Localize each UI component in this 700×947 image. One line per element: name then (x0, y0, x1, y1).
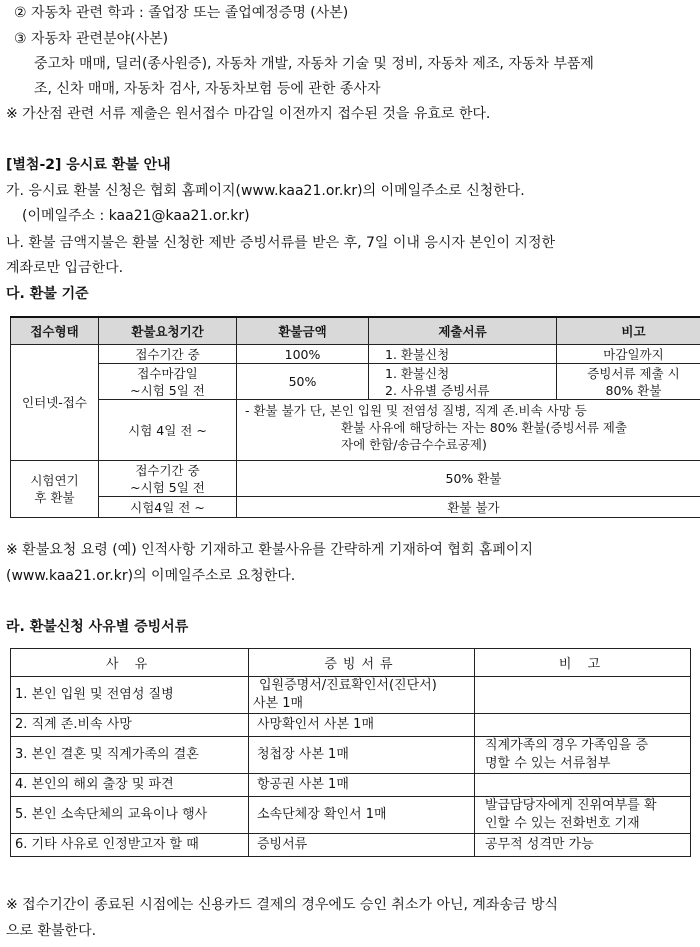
reason-cell: 6. 기타 사유로 인정받고자 할 때 (11, 834, 249, 857)
email-line: (이메일주소 : kaa21@kaa21.or.kr) (22, 208, 250, 224)
table-row (11, 364, 700, 400)
table-row (11, 774, 691, 797)
header-cell: 제출서류 (369, 317, 557, 345)
document-cell: 입원증명서/진료확인서(진단서) 사본 1매 (249, 677, 475, 714)
document-cell: 항공권 사본 1매 (249, 774, 475, 797)
table-row (11, 714, 691, 737)
table-row (11, 677, 691, 714)
note-cell: 증빙서류 제출 시 80% 환불 (557, 364, 700, 400)
remark-cell: 직계가족의 경우 가족임을 증 명할 수 있는 서류첨부 (475, 737, 691, 774)
header-cell: 증빙서류 (249, 649, 475, 677)
amount-cell: 환불 불가 (237, 497, 700, 518)
table-row (11, 345, 700, 364)
text-line: ② 자동차 관련 학과 : 졸업장 또는 졸업예정증명 (사본) (14, 5, 349, 21)
reason-cell: 3. 본인 결혼 및 직계가족의 결혼 (11, 737, 249, 774)
text-line: 조, 신차 매매, 자동차 검사, 자동차보험 등에 관한 종사자 (34, 81, 381, 97)
text-line: 중고차 매매, 딜러(종사원증), 자동차 개발, 자동차 기술 및 정비, 자동차 제조, 자동차 부품제 (34, 56, 594, 72)
document-cell: 증빙서류 (249, 834, 475, 857)
subsection-title: 다. 환불 기준 (6, 286, 89, 302)
table-row (11, 737, 691, 774)
text-line: ※ 가산점 관련 서류 제출은 원서접수 마감일 이전까지 접수된 것을 유효로 한다. (6, 106, 491, 122)
remark-cell (475, 714, 691, 737)
table-row (11, 834, 691, 857)
text-line: 가. 응시료 환불 신청은 협회 홈페이지(www.kaa21.or.kr)의 이메일주소로 신청한다. (6, 183, 525, 199)
period-cell: 접수마감일 ~시험 5일 전 (99, 364, 237, 400)
table-row (11, 497, 700, 518)
header-cell: 접수형태 (11, 317, 99, 345)
section-title: [별첨-2] 응시료 환불 안내 (6, 157, 171, 173)
text-line: 계좌로만 입금한다. (6, 260, 124, 276)
period-cell: 시험 4일 전 ~ (99, 400, 237, 461)
reason-cell: 5. 본인 소속단체의 교육이나 행사 (11, 797, 249, 834)
amount-cell: 50% (237, 364, 369, 400)
table-header-row (11, 649, 691, 677)
header-cell: 비고 (557, 317, 700, 345)
header-cell: 환불요청기간 (99, 317, 237, 345)
header-cell: 사 유 (11, 649, 249, 677)
text-line: (www.kaa21.or.kr)의 이메일주소로 요청한다. (6, 568, 296, 584)
document-cell: 청첩장 사본 1매 (249, 737, 475, 774)
postpone-label: 시험연기 후 환불 (11, 461, 99, 518)
text-line: ※ 접수기간이 종료된 시점에는 신용카드 결제의 경우에도 승인 취소가 아닌, 계좌송금 방식 (6, 897, 558, 913)
text-line: ※ 환불요청 요령 (예) 인적사항 기재하고 환불사유를 간략하게 기재하여 협회 홈페이지 (6, 542, 533, 558)
amount-cell: 100% (237, 345, 369, 364)
table-header-row (11, 317, 700, 345)
remark-cell: 공무적 성격만 가능 (475, 834, 691, 857)
period-cell: 시험4일 전 ~ (99, 497, 237, 518)
header-cell: 환불금액 (237, 317, 369, 345)
note-cell: 마감일까지 (557, 345, 700, 364)
remark-cell (475, 774, 691, 797)
reason-cell: 4. 본인의 해외 출장 및 파견 (11, 774, 249, 797)
header-cell: 비 고 (475, 649, 691, 677)
table-row (11, 461, 700, 497)
docs-cell: 1. 환불신청 2. 사유별 증빙서류 (369, 364, 557, 400)
text-line: 나. 환불 금액지불은 환불 신청한 제반 증빙서류를 받은 후, 7일 이내 응시자 본인이 지정한 (6, 235, 555, 251)
document-cell: 사망확인서 사본 1매 (249, 714, 475, 737)
evidence-documents-table (10, 648, 691, 857)
remark-cell: 발급담당자에게 진위여부를 확 인할 수 있는 전화번호 기재 (475, 797, 691, 834)
table-row (11, 400, 700, 461)
period-cell: 접수기간 중 ~시험 5일 전 (99, 461, 237, 497)
internet-label: 인터넷-접수 (11, 345, 99, 461)
reason-cell: 1. 본인 입원 및 전염성 질병 (11, 677, 249, 714)
reason-cell: 2. 직계 존.비속 사망 (11, 714, 249, 737)
amount-cell: 50% 환불 (237, 461, 700, 497)
refund-condition-cell: - 환불 불가 단, 본인 입원 및 전염성 질병, 직계 존.비속 사망 등 환불 사유에 해당하는 자는 80% 환불(증빙서류 제출 자에 한함/송금수수료공제) (237, 400, 700, 461)
docs-cell: 1. 환불신청 (369, 345, 557, 364)
remark-cell (475, 677, 691, 714)
text-line: ③ 자동차 관련분야(사본) (14, 31, 169, 47)
subsection-title: 라. 환불신청 사유별 증빙서류 (6, 619, 189, 635)
period-cell: 접수기간 중 (99, 345, 237, 364)
document-cell: 소속단체장 확인서 1매 (249, 797, 475, 834)
refund-criteria-table (10, 316, 700, 518)
table-row (11, 797, 691, 834)
text-line: 으로 환불한다. (6, 923, 97, 939)
